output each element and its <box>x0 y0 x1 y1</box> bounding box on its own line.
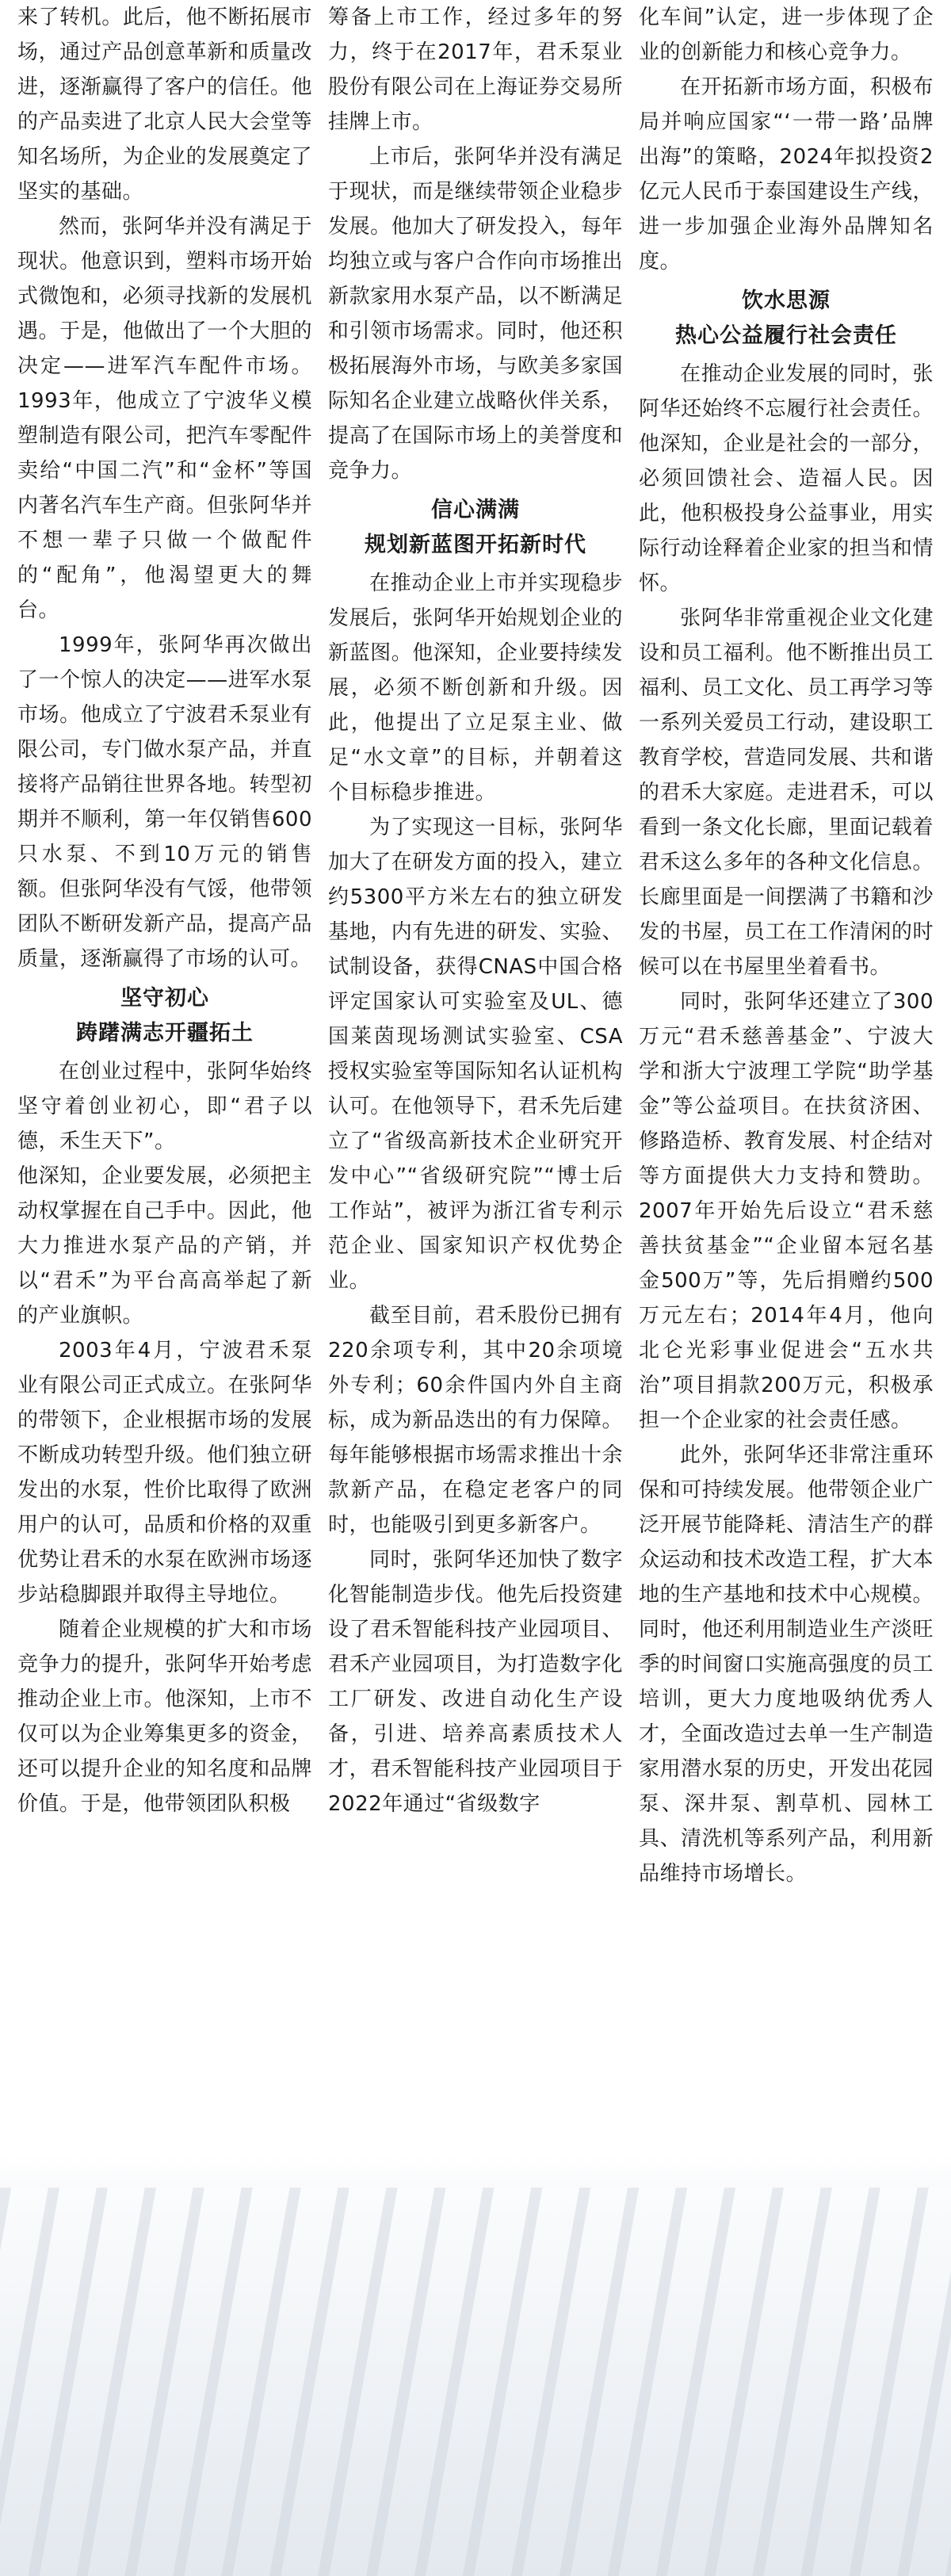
paragraph: 在推动企业上市并实现稳步发展后，张阿华开始规划企业的新蓝图。他深知，企业要持续发展，必须不断创新和升级。因此，他提出了立足泵主业、做足“水文章”的目标，并朝着这个目标稳步推进。 <box>328 571 623 805</box>
paragraph: 同时，张阿华还加快了数字化智能制造步伐。他先后投资建设了君禾智能科技产业园项目、君禾产业园项目，为打造数字化工厂研发、改进自动化生产设备，引进、培养高素质技术人才，君禾智能科技产业园项目于2022年通过“省级数字 <box>328 1548 623 1816</box>
section-subheading: 规划新蓝图开拓新时代 <box>365 533 586 557</box>
paragraph: 然而，张阿华并没有满足于现状。他意识到，塑料市场开始式微饱和，必须寻找新的发展机遇。于是，他做出了一个大胆的决定——进军汽车配件市场。1993年，他成立了宁波华义模塑制造有限公司，把汽车零配件卖给“中国二汽”和“金杯”等国内著名汽车生产商。但张阿华并不想一辈子只做一个做配件的“配角”，他渴望更大的舞台。 <box>17 215 312 622</box>
paragraph: 在开拓新市场方面，积极布局并响应国家“‘一带一路’品牌出海”的策略，2024年拟投资2亿元人民币于泰国建设生产线，进一步加强企业海外品牌知名度。 <box>639 75 934 273</box>
section-subheading: 热心公益履行社会责任 <box>675 323 897 348</box>
paragraph: 在创业过程中，张阿华始终坚守着创业初心，即“君子以德，禾生天下”。 <box>17 1060 312 1153</box>
paragraph: 随着企业规模的扩大和市场竞争力的提升，张阿华开始考虑推动企业上市。他深知，上市不仅可以为企业筹集更多的资金，还可以提升企业的知名度和品牌价值。于是，他带领团队积极 <box>17 1618 312 1816</box>
paragraph: 在推动企业发展的同时，张阿华还始终不忘履行社会责任。他深知，企业是社会的一部分，必须回馈社会、造福人民。因此，他积极投身公益事业，用实际行动诠释着企业家的担当和情怀。 <box>639 362 934 595</box>
paragraph: 此外，张阿华还非常注重环保和可持续发展。他带领企业广泛开展节能降耗、清洁生产的群众运动和技术改造工程，扩大本地的生产基地和技术中心规模。同时，他还利用制造业生产淡旺季的时间窗口实施高强度的员工培训，更大力度地吸纳优秀人才，全面改造过去单一生产制造家用潜水泵的历史，开发出花园泵、深井泵、割草机、园林工具、清洗机等系列产品，利用新品维持市场增长。 <box>639 1443 934 1886</box>
paragraph: 2003年4月，宁波君禾泵业有限公司正式成立。在张阿华的带领下，企业根据市场的发展不断成功转型升级。他们独立研发出的水泵，性价比取得了欧洲用户的认可，品质和价格的双重优势让君禾的水泵在欧洲市场逐步站稳脚跟并取得主导地位。 <box>17 1339 312 1607</box>
paragraph: 为了实现这一目标，张阿华加大了在研发方面的投入，建立约5300平方米左右的独立研发基地，内有先进的研发、实验、试制设备，获得CNAS中国合格评定国家认可实验室及UL、德国莱茵现场测试实验室、CSA授权实验室等国际知名认证机构认可。在他领导下，君禾先后建立了“省级高新技术企业研究开发中心”“省级研究院”“博士后工作站”，被评为浙江省专利示范企业、国家知识产权优势企业。 <box>328 816 623 1293</box>
paragraph: 同时，张阿华还建立了300万元“君禾慈善基金”、宁波大学和浙大宁波理工学院“助学基金”等公益项目。在扶贫济困、修路造桥、教育发展、村企结对等方面提供大力支持和赞助。2007年开始先后设立“君禾慈善扶贫基金”“企业留本冠名基金500万”等，先后捐赠约500万元左右；2014年4月，他向北仑光彩事业促进会“五水共治”项目捐款200万元，积极承担一个企业家的社会责任感。 <box>639 990 934 1432</box>
section-heading: 信心满满 <box>431 498 520 522</box>
article-column-1 <box>17 0 312 2188</box>
section-subheading: 踌躇满志开疆拓土 <box>76 1021 254 1045</box>
paragraph: 上市后，张阿华并没有满足于现状，而是继续带领企业稳步发展。他加大了研发投入，每年均独立或与客户合作向市场推出新款家用水泵产品，以不断满足和引领市场需求。同时，他还积极拓展海外市场，与欧美多家国际知名企业建立战略伙伴关系，提高了在国际市场上的美誉度和竞争力。 <box>328 145 623 483</box>
section-heading: 饮水思源 <box>742 289 831 313</box>
article-column-2 <box>328 0 623 2188</box>
paragraph: 筹备上市工作，经过多年的努力，终于在2017年，君禾泵业股份有限公司在上海证券交易所挂牌上市。 <box>328 6 623 134</box>
paragraph: 张阿华非常重视企业文化建设和员工福利。他不断推出员工福利、员工文化、员工再学习等一系列关爱员工行动，建设职工教育学校，营造同发展、共和谐的君禾大家庭。走进君禾，可以看到一条文化长廊，里面记载着君禾这么多年的各种文化信息。长廊里面是一间摆满了书籍和沙发的书屋，员工在工作清闲的时候可以在书屋里坐着看书。 <box>639 606 934 979</box>
paragraph: 1999年，张阿华再次做出了一个惊人的决定——进军水泵市场。他成立了宁波君禾泵业有限公司，专门做水泵产品，并直接将产品销往世界各地。转型初期并不顺利，第一年仅销售600只水泵、不到10万元的销售额。但张阿华没有气馁，他带领团队不断研发新产品，提高产品质量，逐渐赢得了市场的认可。 <box>17 633 312 971</box>
paragraph: 他深知，企业要发展，必须把主动权掌握在自己手中。因此，他大力推进水泵产品的产销，并以“君禾”为平台高高举起了新的产业旗帜。 <box>17 1164 312 1328</box>
factory-photo-background <box>0 2188 951 2576</box>
paragraph: 化车间”认定，进一步体现了企业的创新能力和核心竞争力。 <box>639 6 934 64</box>
article-column-3 <box>639 0 934 2188</box>
paragraph: 来了转机。此后，他不断拓展市场，通过产品创意革新和质量改进，逐渐赢得了客户的信任。他的产品卖进了北京人民大会堂等知名场所，为企业的发展奠定了坚实的基础。 <box>17 6 312 204</box>
section-heading: 坚守初心 <box>120 986 209 1011</box>
paragraph: 截至目前，君禾股份已拥有220余项专利，其中20余项境外专利；60余件国内外自主商标，成为新品迭出的有力保障。每年能够根据市场需求推出十余款新产品，在稳定老客户的同时，也能吸引到更多新客户。 <box>328 1304 623 1537</box>
